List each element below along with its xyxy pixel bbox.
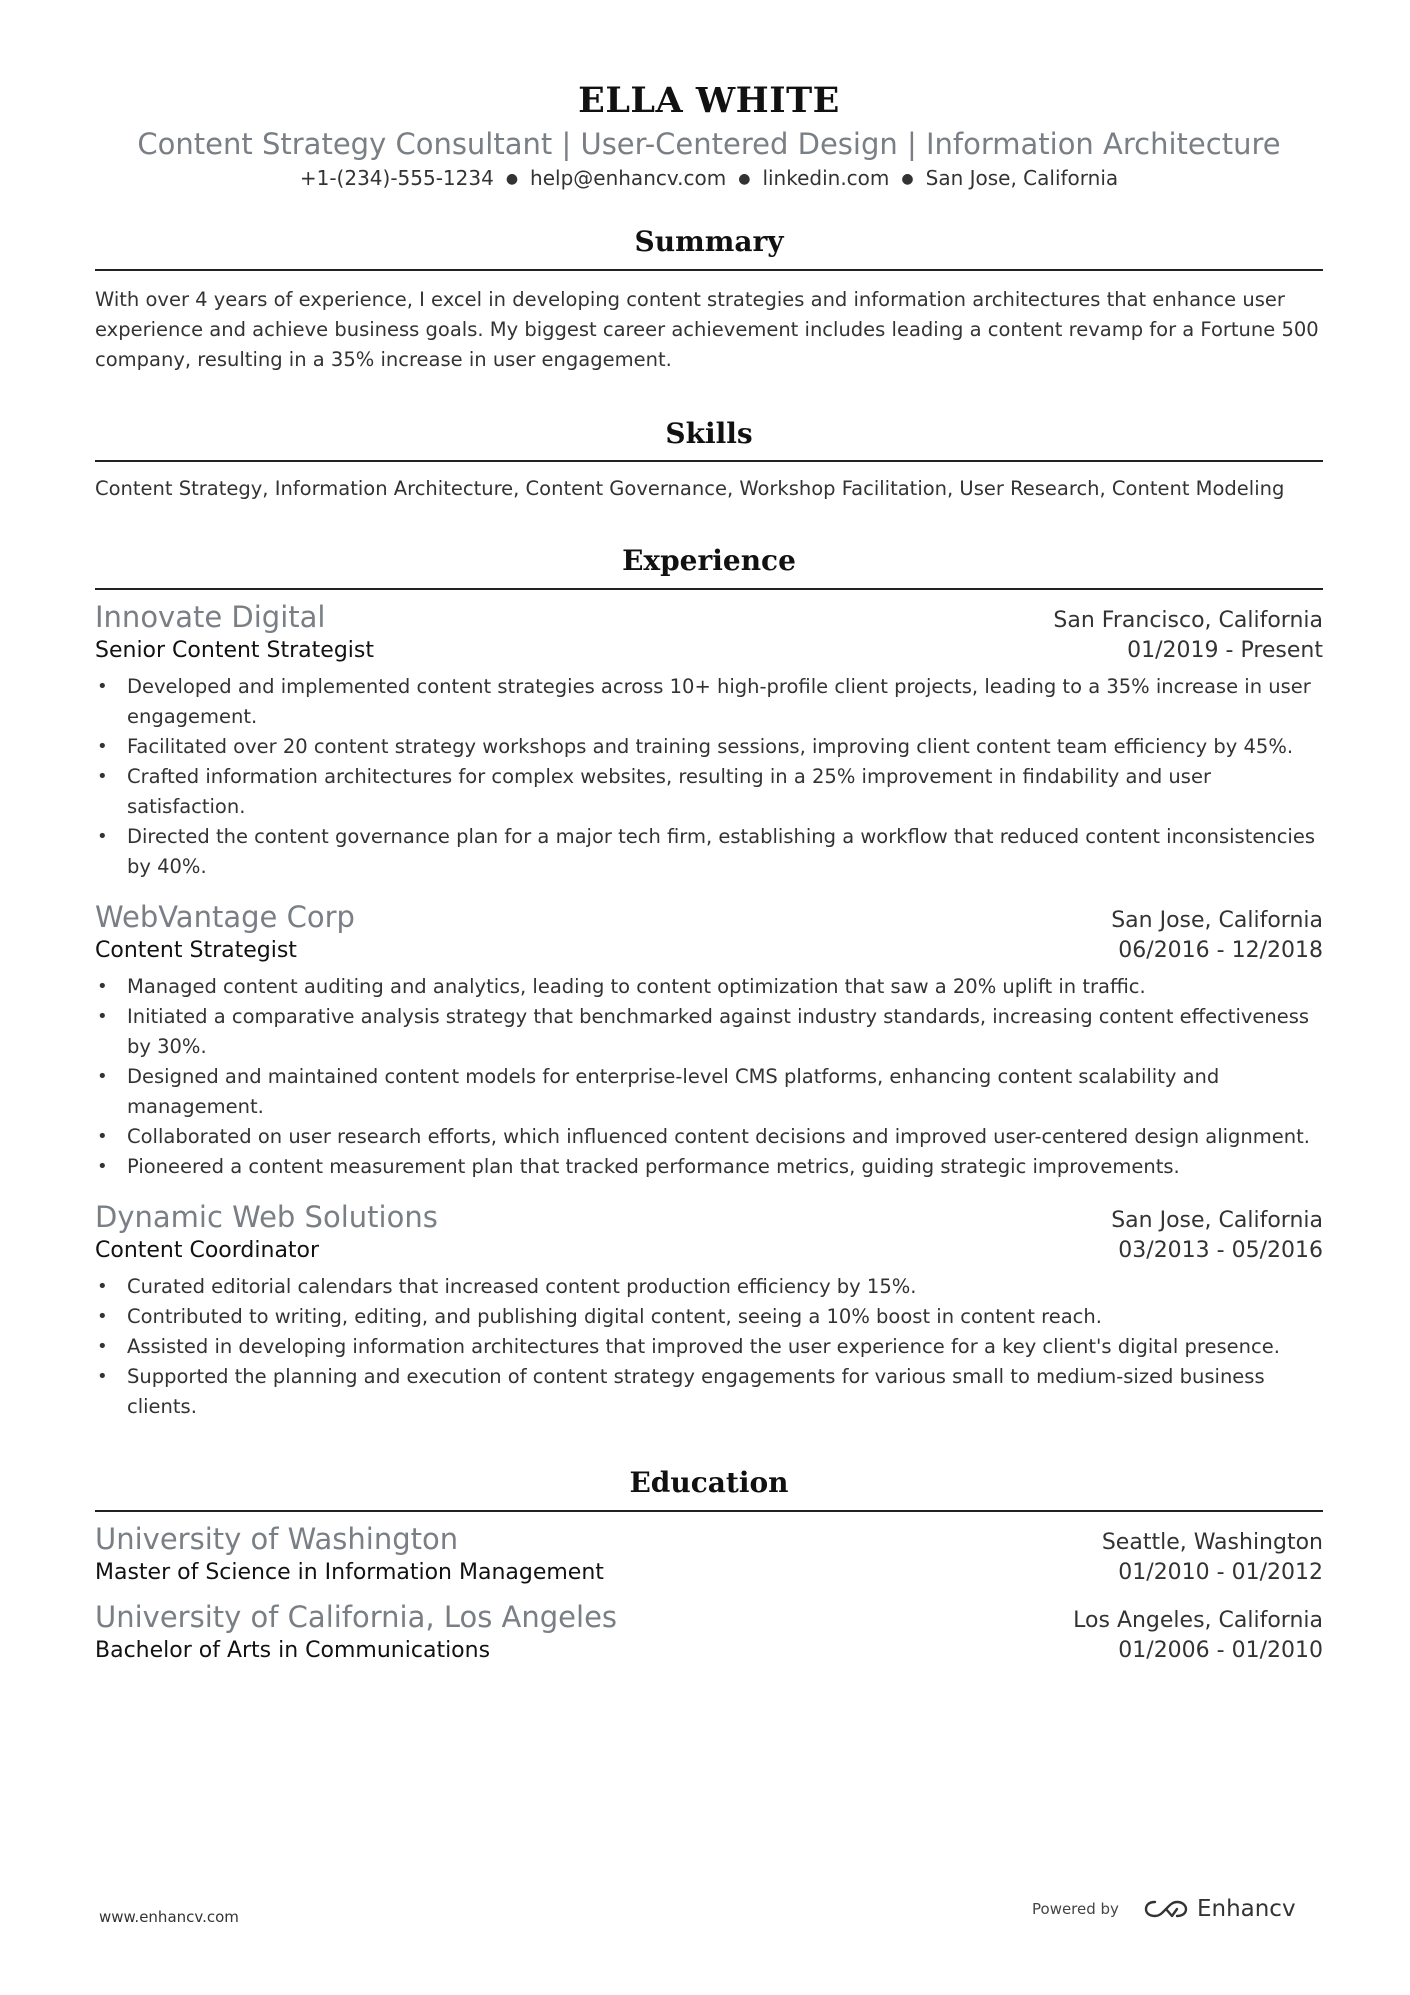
job-title: Content Coordinator xyxy=(95,1238,320,1264)
bullet-item: • Curated editorial calendars that increased content production efficiency by 15%. xyxy=(127,1272,1323,1302)
enhancv-logo[interactable] xyxy=(1143,1896,1296,1922)
separator-dot: ● xyxy=(505,171,519,188)
job-title: Senior Content Strategist xyxy=(95,638,374,664)
bullet-item: • Pioneered a content measurement plan that tracked performance metrics, guiding strategic improvements. xyxy=(127,1152,1323,1182)
footer-website-link[interactable]: www.enhancv.com xyxy=(99,1908,239,1926)
bullet-item: • Initiated a comparative analysis strategy that benchmarked against industry standards, increasing content effectiveness by 30%. xyxy=(127,1002,1323,1062)
headline: Content Strategy Consultant | User-Centered Design | Information Architecture xyxy=(137,126,1281,161)
skills-heading: Skills xyxy=(95,417,1323,463)
separator-dot: ● xyxy=(738,171,751,188)
location: San Jose, California xyxy=(925,166,1119,191)
school-name: University of California, Los Angeles xyxy=(95,1599,618,1634)
school-name: University of Washington xyxy=(95,1521,459,1556)
education-entry xyxy=(95,1520,1323,1588)
email-link[interactable]: help@enhancv.com xyxy=(530,166,727,191)
job-entry xyxy=(95,898,1323,1182)
job-entry xyxy=(95,1198,1323,1422)
bullet-item: • Assisted in developing information architectures that improved the user experience for a key client's digital presence. xyxy=(127,1332,1323,1362)
company-name: Dynamic Web Solutions xyxy=(95,1200,438,1235)
bullet-item: • Managed content auditing and analytics, leading to content optimization that saw a 20% uplift in traffic. xyxy=(127,972,1323,1002)
education-dates: 01/2006 - 01/2010 xyxy=(1118,1637,1323,1663)
degree: Master of Science in Information Management xyxy=(95,1559,604,1585)
bullet-item: • Directed the content governance plan for a major tech firm, establishing a workflow that reduced content inconsistencies by 40%. xyxy=(127,822,1323,882)
degree: Bachelor of Arts in Communications xyxy=(95,1637,491,1663)
enhancv-logo-icon xyxy=(1143,1898,1189,1920)
footer-branding xyxy=(1032,1896,1296,1922)
brand-name: Enhancv xyxy=(1196,1896,1296,1922)
separator-dot: ● xyxy=(901,171,914,188)
bullet-item: • Developed and implemented content strategies across 10+ high-profile client projects, leading to a 35% increase in user engagement. xyxy=(127,672,1323,732)
bullet-item: • Collaborated on user research efforts, which influenced content decisions and improved user-centered design alignment. xyxy=(127,1122,1323,1152)
company-name: WebVantage Corp xyxy=(95,900,355,935)
job-dates: 01/2019 - Present xyxy=(1127,638,1323,664)
education-heading: Education xyxy=(95,1466,1323,1512)
phone: +1-(234)-555-1234 xyxy=(299,166,494,191)
contact-line xyxy=(95,165,1323,191)
school-location: Los Angeles, California xyxy=(1073,1607,1323,1633)
job-location: San Jose, California xyxy=(1111,908,1323,934)
experience-heading: Experience xyxy=(95,544,1323,590)
job-location: San Jose, California xyxy=(1111,1208,1323,1234)
school-location: Seattle, Washington xyxy=(1101,1529,1323,1555)
bullet-item: • Supported the planning and execution of content strategy engagements for various small to medium-sized business clients. xyxy=(127,1362,1323,1422)
job-location: San Francisco, California xyxy=(1053,608,1323,634)
company-name: Innovate Digital xyxy=(95,600,326,635)
bullet-item: • Designed and maintained content models for enterprise-level CMS platforms, enhancing content scalability and management. xyxy=(127,1062,1323,1122)
candidate-name: ELLA WHITE xyxy=(578,80,840,121)
job-bullets xyxy=(95,972,1323,1182)
linkedin-link[interactable]: linkedin.com xyxy=(762,166,890,191)
skills-text: Content Strategy, Information Architecture, Content Governance, Workshop Facilitation, User Research, Content Modeling xyxy=(95,477,1285,501)
job-dates: 03/2013 - 05/2016 xyxy=(1118,1238,1323,1264)
bullet-item: • Crafted information architectures for complex websites, resulting in a 25% improvement in findability and user satisfaction. xyxy=(127,762,1323,822)
powered-by-label: Powered by xyxy=(1032,1900,1119,1918)
education-entry xyxy=(95,1598,1323,1666)
resume-page xyxy=(95,82,1323,1666)
job-title: Content Strategist xyxy=(95,938,297,964)
bullet-item: • Facilitated over 20 content strategy workshops and training sessions, improving client content team efficiency by 45%. xyxy=(127,732,1323,762)
job-bullets xyxy=(95,1272,1323,1422)
job-entry xyxy=(95,598,1323,882)
job-dates: 06/2016 - 12/2018 xyxy=(1118,938,1323,964)
job-bullets xyxy=(95,672,1323,882)
summary-text: With over 4 years of experience, I excel in developing content strategies and information architectures that enhance user experience and achieve business goals. My biggest career achievement includes leading a content revamp for a Fortune 500 company, resulting in a 35% increase in user engagement. xyxy=(95,287,1319,371)
summary-heading: Summary xyxy=(95,225,1323,271)
bullet-item: • Contributed to writing, editing, and publishing digital content, seeing a 10% boost in content reach. xyxy=(127,1302,1323,1332)
education-dates: 01/2010 - 01/2012 xyxy=(1118,1559,1323,1585)
